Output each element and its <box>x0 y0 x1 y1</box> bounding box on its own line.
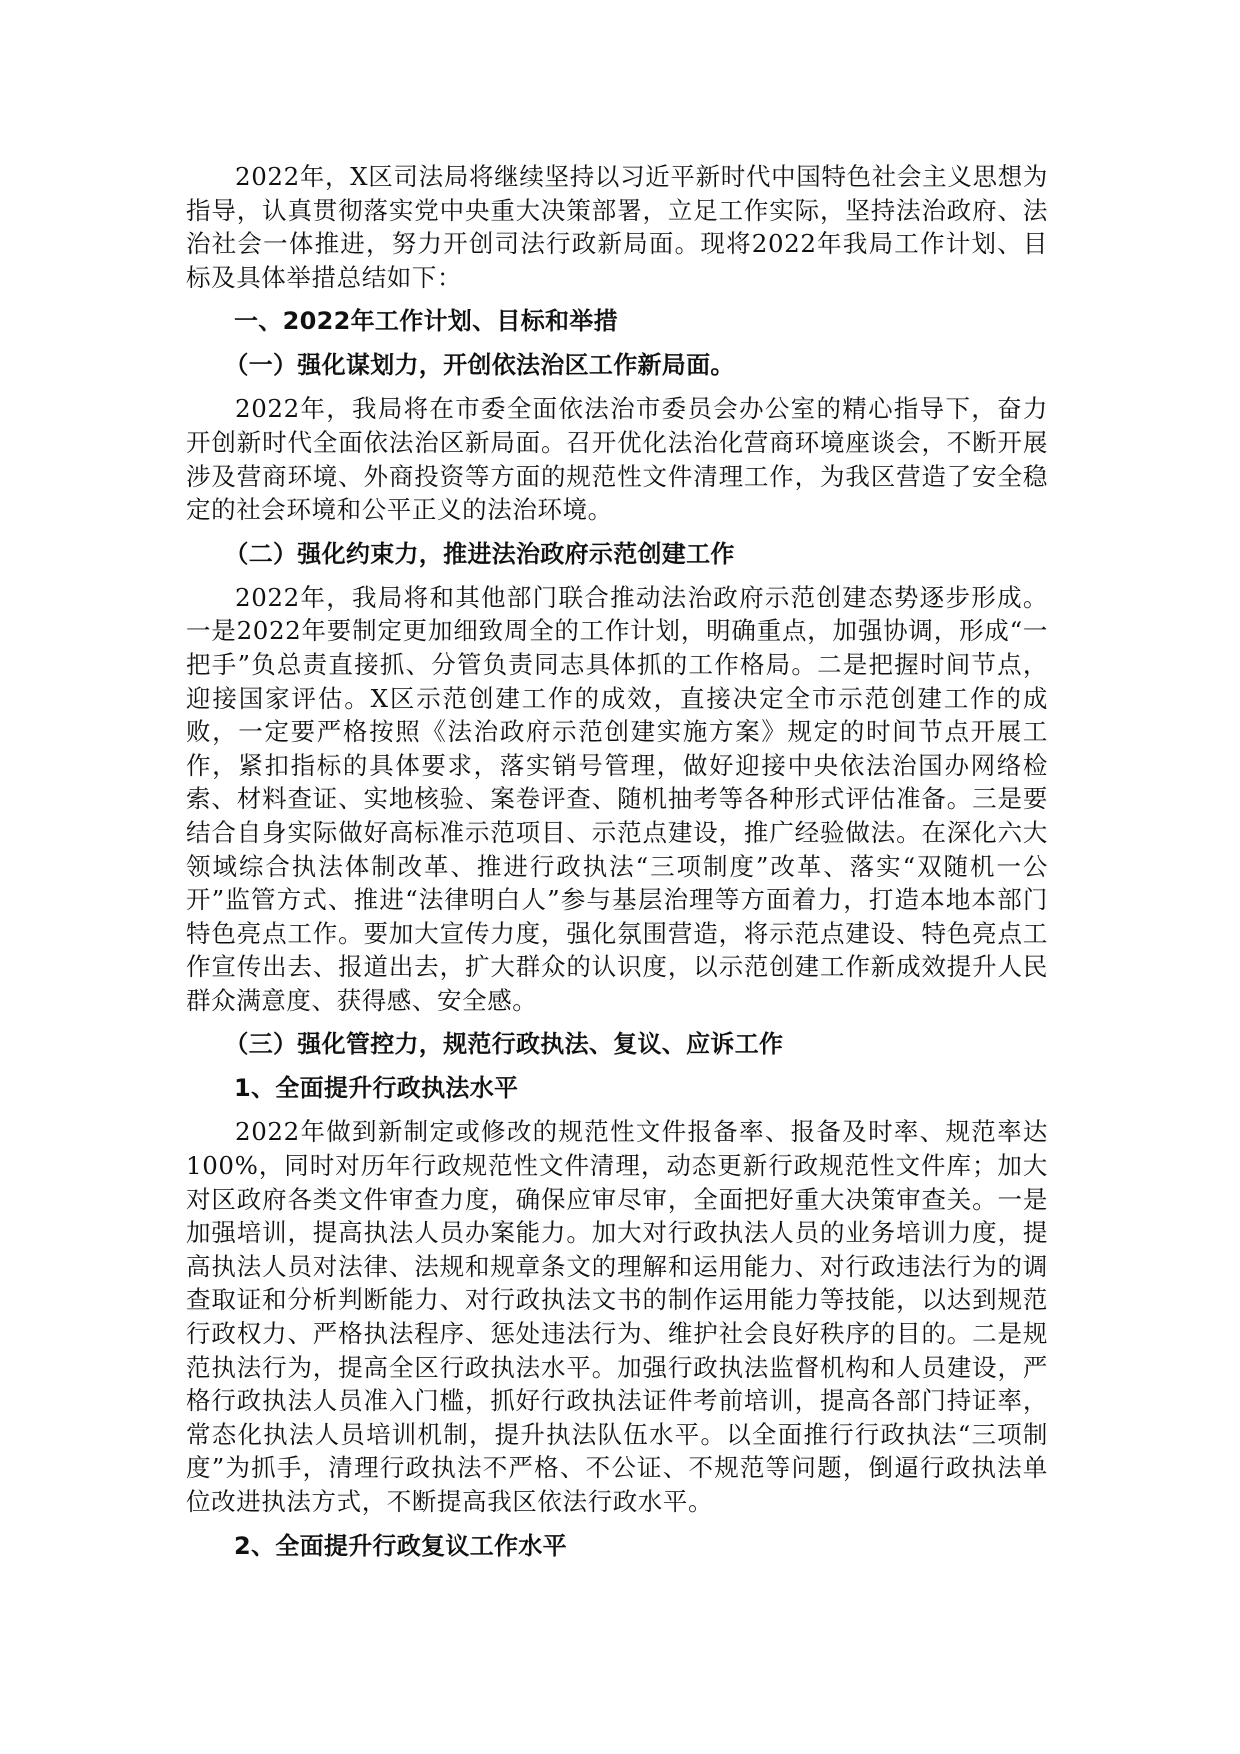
subsection-heading-1: （一）强化谋划力，开创依法治区工作新局面。 <box>224 351 735 380</box>
document-page <box>186 160 1048 1573</box>
subsection-heading-2: （二）强化约束力，推进法治政府示范创建工作 <box>224 539 735 568</box>
subsection-2-paragraph: 2022年，我局将和其他部门联合推动法治政府示范创建态势逐步形成。一是2022年要制定更加细致周全的工作计划，明确重点，加强协调，形成“一把手”负总责直接抓、分管负责同志具体抓的工作格局。二是把握时间节点，迎接国家评估。X区示范创建工作的成效，直接决定全市示范创建工作的成败，一定要严格按照《法治政府示范创建实施方案》规定的时间节点开展工作，紧扣指标的具体要求，落实销号管理，做好迎接中央依法治国办网络检索、材料查证、实地核验、案卷评查、随机抽考等各种形式评估准备。三是要结合自身实际做好高标准示范项目、示范点建设，推广经验做法。在深化六大领域综合执法体制改革、推进行政执法“三项制度”改革、落实“双随机一公开”监管方式、推进“法律明白人”参与基层治理等方面着力，打造本地本部门特色亮点工作。要加大宣传力度，强化氛围营造，将示范点建设、特色亮点工作宣传出去、报道出去，扩大群众的认识度，以示范创建工作新成效提升人民群众满意度、获得感、安全感。 <box>186 582 1048 1015</box>
subsection-1-paragraph: 2022年，我局将在市委全面依法治市委员会办公室的精心指导下，奋力开创新时代全面依法治区新局面。召开优化法治化营商环境座谈会，不断开展涉及营商环境、外商投资等方面的规范性文件清理工作，为我区营造了安全稳定的社会环境和公平正义的法治环境。 <box>186 394 1048 525</box>
item-heading-1: 1、全面提升行政执法水平 <box>234 1074 519 1103</box>
section-heading-1: 一、2022年工作计划、目标和举措 <box>234 307 618 336</box>
subsection-heading-3: （三）强化管控力，规范行政执法、复议、应诉工作 <box>224 1030 784 1059</box>
intro-paragraph: 2022年，X区司法局将继续坚持以习近平新时代中国特色社会主义思想为指导，认真贯彻落实党中央重大决策部署，立足工作实际，坚持法治政府、法治社会一体推进，努力开创司法行政新局面。现将2022年我局工作计划、目标及具体举措总结如下： <box>186 162 1048 292</box>
item-heading-2: 2、全面提升行政复议工作水平 <box>234 1531 567 1560</box>
item-1-paragraph: 2022年做到新制定或修改的规范性文件报备率、报备及时率、规范率达100%，同时对历年行政规范性文件清理，动态更新行政规范性文件库；加大对区政府各类文件审查力度，确保应审尽审，全面把好重大决策审查关。一是加强培训，提高执法人员办案能力。加大对行政执法人员的业务培训力度，提高执法人员对法律、法规和规章条文的理解和运用能力、对行政违法行为的调查取证和分析判断能力、对行政执法文书的制作运用能力等技能，以达到规范行政权力、严格执法程序、惩处违法行为、维护社会良好秩序的目的。二是规范执法行为，提高全区行政执法水平。加强行政执法监督机构和人员建设，严格行政执法人员准入门槛，抓好行政执法证件考前培训，提高各部门持证率，常态化执法人员培训机制，提升执法队伍水平。以全面推行行政执法“三项制度”为抓手，清理行政执法不严格、不公证、不规范等问题，倒逼行政执法单位改进执法方式，不断提高我区依法行政水平。 <box>186 1117 1048 1516</box>
